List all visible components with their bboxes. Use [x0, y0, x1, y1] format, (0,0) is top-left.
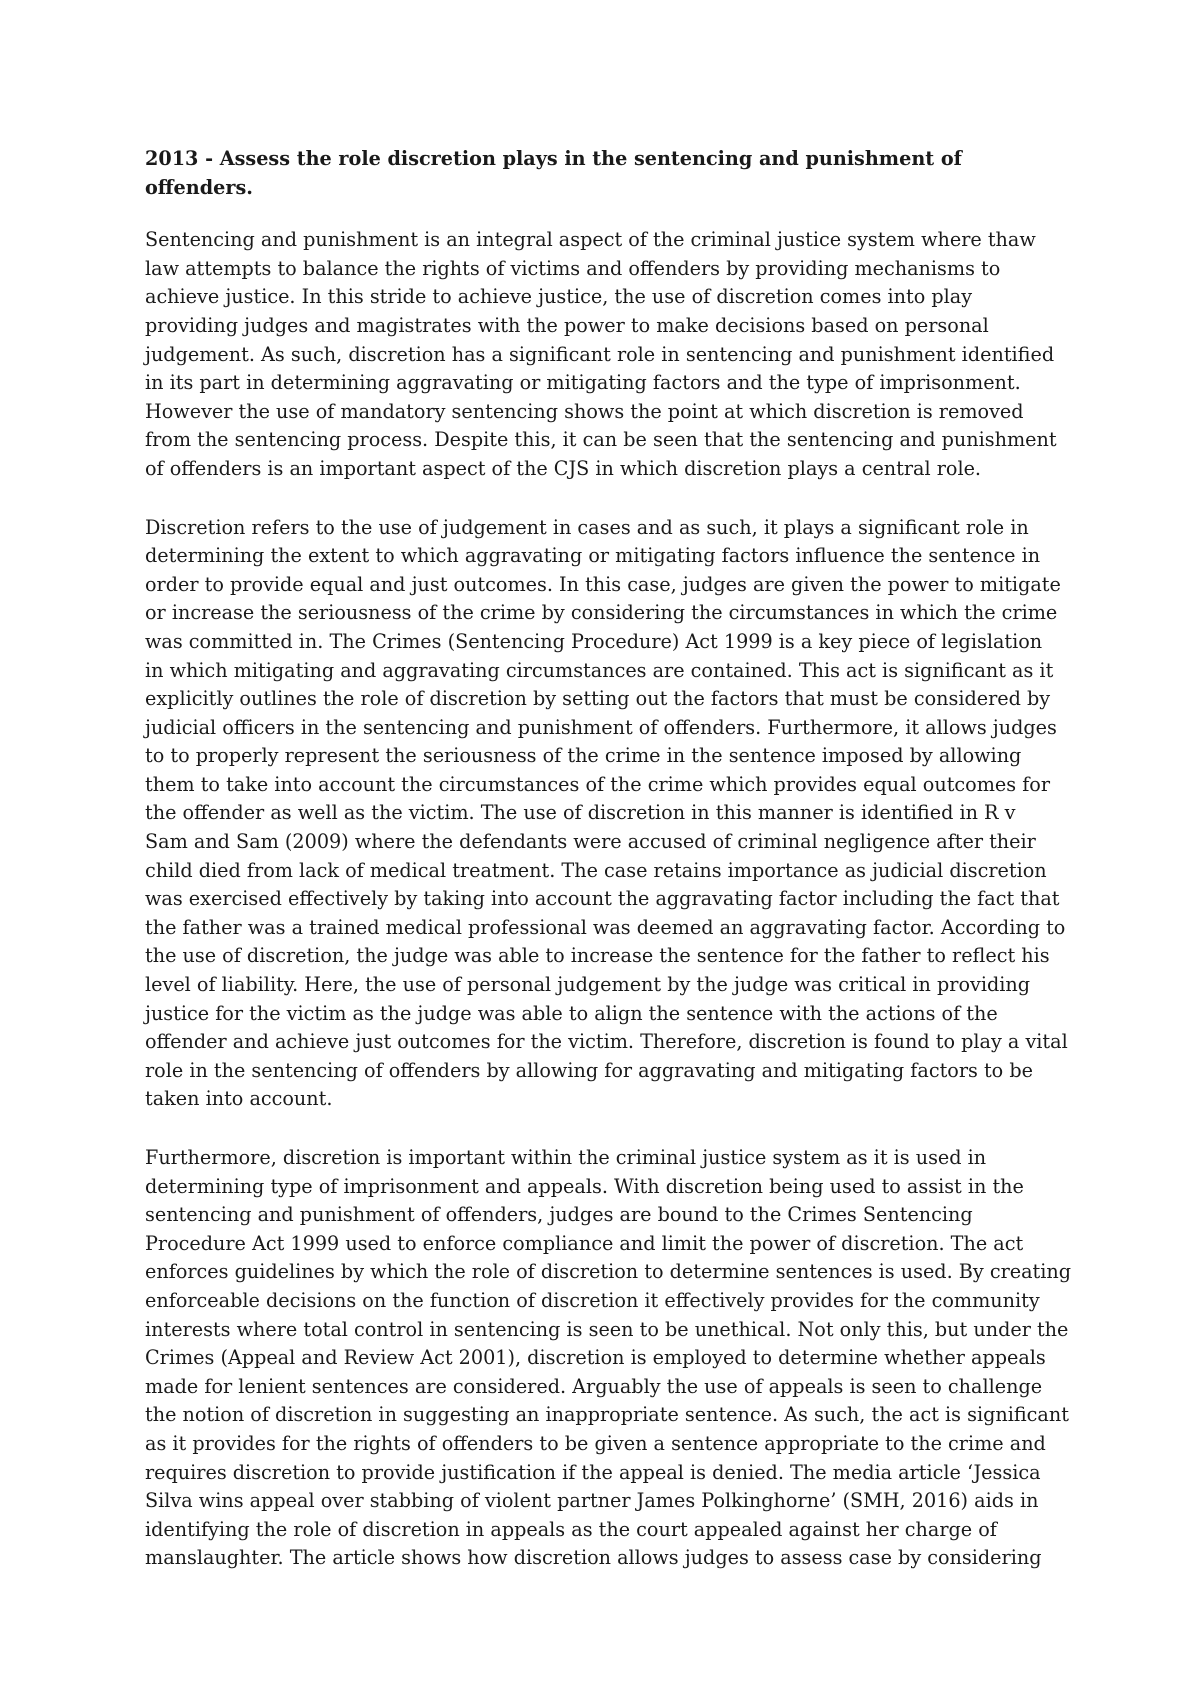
paragraph-line: or increase the seriousness of the crime by considering the circumstances in which the crime: [145, 601, 1058, 625]
paragraph-line: order to provide equal and just outcomes. In this case, judges are given the power to mitigate: [145, 572, 1061, 596]
paragraph-line: providing judges and magistrates with the power to make decisions based on personal: [145, 313, 989, 337]
paragraph-line: child died from lack of medical treatment. The case retains importance as judicial discretion: [145, 858, 1047, 882]
paragraph-line: manslaughter. The article shows how discretion allows judges to assess case by considering: [145, 1546, 1042, 1570]
paragraph-line: of offenders is an important aspect of the CJS in which discretion plays a central role.: [145, 456, 982, 480]
paragraph-line: Discretion refers to the use of judgement in cases and as such, it plays a significant role in: [145, 515, 1029, 539]
paragraph-line: Crimes (Appeal and Review Act 2001), discretion is employed to determine whether appeals: [145, 1346, 1046, 1370]
paragraph-line: interests where total control in sentencing is seen to be unethical. Not only this, but under the: [145, 1317, 1069, 1341]
paragraph-line: identifying the role of discretion in appeals as the court appealed against her charge of: [145, 1517, 997, 1541]
paragraph-line: in which mitigating and aggravating circumstances are contained. This act is significant as it: [145, 658, 1054, 682]
paragraph-line: the father was a trained medical professional was deemed an aggravating factor. According to: [145, 915, 1066, 939]
paragraph-line: Procedure Act 1999 used to enforce compliance and limit the power of discretion. The act: [145, 1231, 1024, 1255]
paragraph-line: determining the extent to which aggravating or mitigating factors influence the sentence in: [145, 544, 1041, 568]
paragraph-line: judicial officers in the sentencing and punishment of offenders. Furthermore, it allows judges: [145, 715, 1057, 739]
paragraph-line: as it provides for the rights of offenders to be given a sentence appropriate to the crime and: [145, 1431, 1046, 1455]
paragraph-line: enforceable decisions on the function of discretion it effectively provides for the community: [145, 1288, 1040, 1312]
paragraph-line: Silva wins appeal over stabbing of violent partner James Polkinghorne’ (SMH, 2016) aids in: [145, 1489, 1039, 1513]
paragraph-line: to to properly represent the seriousness of the crime in the sentence imposed by allowing: [145, 744, 1022, 768]
paragraph-line: level of liability. Here, the use of personal judgement by the judge was critical in providing: [145, 973, 1031, 997]
paragraph-line: justice for the victim as the judge was able to align the sentence with the actions of the: [145, 1001, 998, 1025]
paragraph-line: Furthermore, discretion is important within the criminal justice system as it is used in: [145, 1146, 987, 1169]
paragraph-line: role in the sentencing of offenders by allowing for aggravating and mitigating factors to be: [145, 1058, 1033, 1082]
paragraph-line: achieve justice. In this stride to achieve justice, the use of discretion comes into play: [145, 285, 973, 309]
paragraph-line: Sentencing and punishment is an integral aspect of the criminal justice system where thaw: [145, 228, 1036, 252]
paragraph-line: them to take into account the circumstances of the crime which provides equal outcomes for: [145, 772, 1051, 796]
paragraph-imprisonment-appeals: [145, 1144, 1072, 1573]
paragraph-line: enforces guidelines by which the role of discretion to determine sentences is used. By creating: [145, 1260, 1072, 1284]
paragraph-line: was committed in. The Crimes (Sentencing Procedure) Act 1999 is a key piece of legislation: [145, 629, 1043, 653]
paragraph-line: law attempts to balance the rights of victims and offenders by providing mechanisms to: [145, 256, 1001, 280]
paragraph-line: determining type of imprisonment and appeals. With discretion being used to assist in the: [145, 1174, 1024, 1198]
paragraph-line: was exercised effectively by taking into account the aggravating factor including the fact that: [145, 887, 1060, 911]
paragraph-line: Sam and Sam (2009) where the defendants were accused of criminal negligence after their: [145, 830, 1036, 854]
essay-title: 2013 - Assess the role discretion plays in the sentencing and punishment of offenders.: [145, 147, 962, 199]
paragraph-line: made for lenient sentences are considered. Arguably the use of appeals is seen to challenge: [145, 1374, 1043, 1398]
paragraph-line: in its part in determining aggravating or mitigating factors and the type of imprisonment.: [145, 371, 1021, 395]
paragraph-line: sentencing and punishment of offenders, judges are bound to the Crimes Sentencing: [145, 1203, 973, 1227]
paragraph-line: from the sentencing process. Despite this, it can be seen that the sentencing and punishment: [145, 428, 1057, 452]
paragraph-line: taken into account.: [145, 1087, 333, 1111]
paragraph-line: requires discretion to provide justification if the appeal is denied. The media article ‘Jessica: [145, 1460, 1041, 1484]
paragraph-line: judgement. As such, discretion has a significant role in sentencing and punishment identified: [145, 342, 1055, 366]
paragraph-line: the offender as well as the victim. The use of discretion in this manner is identified in R v: [145, 801, 1016, 825]
paragraph-line: the notion of discretion in suggesting an inappropriate sentence. As such, the act is significant: [145, 1403, 1069, 1427]
paragraph-aggravating-mitigating: [145, 514, 1068, 1114]
paragraph-line: offender and achieve just outcomes for the victim. Therefore, discretion is found to play a vital: [145, 1030, 1068, 1054]
paragraph-line: the use of discretion, the judge was able to increase the sentence for the father to reflect his: [145, 944, 1050, 968]
paragraph-line: explicitly outlines the role of discretion by setting out the factors that must be considered by: [145, 687, 1051, 711]
document-body: [145, 145, 1072, 1603]
paragraph-line: However the use of mandatory sentencing shows the point at which discretion is removed: [145, 399, 1024, 423]
paragraph-introduction: [145, 226, 1065, 483]
